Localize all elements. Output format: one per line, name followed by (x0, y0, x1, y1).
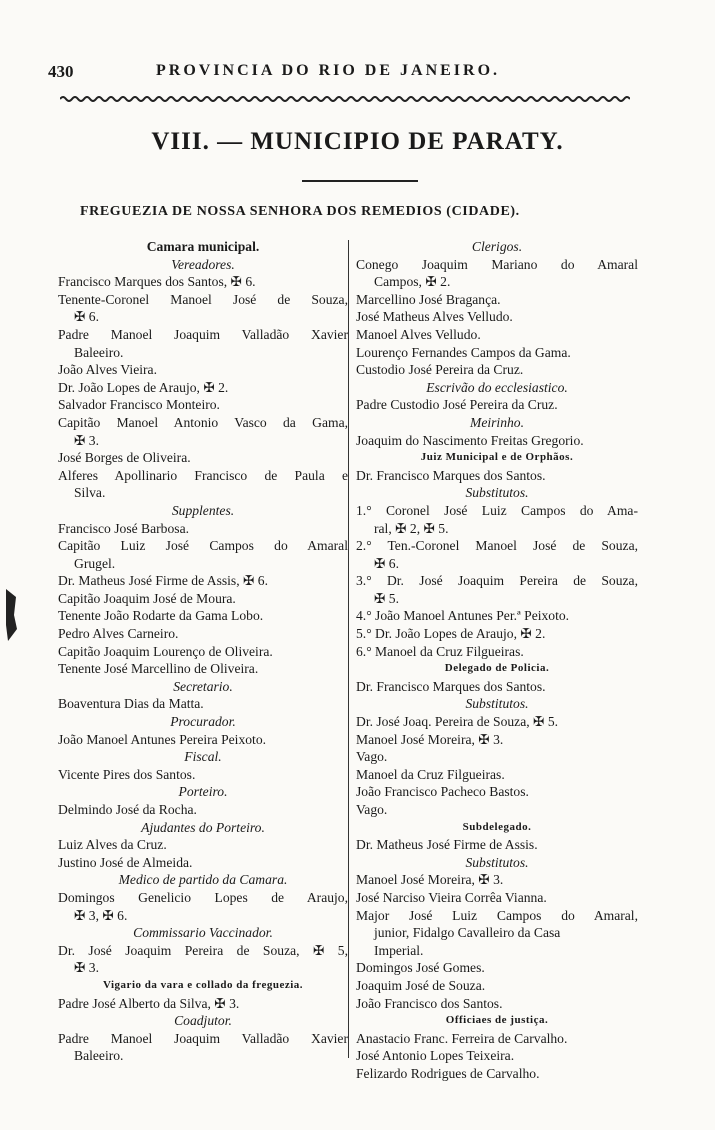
entry-line: Francisco José Barbosa. (58, 520, 189, 536)
ornamental-rule (60, 94, 630, 102)
entry-continuation: ✠ 3, ✠ 6. (74, 907, 128, 923)
entry-line: Anastacio Franc. Ferreira de Carvalho. (356, 1030, 568, 1046)
entry-line: Vago. (356, 802, 388, 817)
subheading-bold: Officiaes de justiça. (445, 1014, 549, 1027)
entry-line: 1.° Coronel José Luiz Campos do Ama- (356, 502, 638, 518)
entry-line: Marcellino José Bragança. (356, 291, 501, 307)
running-header (48, 58, 638, 88)
subheading: Procurador. (170, 714, 236, 730)
entry-line: Manoel da Cruz Filgueiras. (356, 766, 505, 782)
running-title: PROVINCIA DO RIO DE JANEIRO. (156, 62, 501, 79)
subheading: Medico de partido da Camara. (118, 872, 288, 888)
entry-line: Felizardo Rodrigues de Carvalho. (356, 1065, 540, 1081)
entry-continuation: Campos, ✠ 2. (374, 274, 451, 290)
entry-line: Dr. Francisco Marques dos Santos. (356, 678, 546, 694)
entry-line: Padre Manoel Joaquim Valladão Xavier (58, 1030, 348, 1046)
entry-line: Manoel José Moreira, ✠ 3. (356, 731, 504, 747)
subheading-bold: Subdelegado. (462, 820, 532, 833)
subheading: Escrivão do ecclesiastico. (426, 379, 568, 395)
entry-line: Dr. José Joaq. Pereira de Souza, ✠ 5. (356, 714, 559, 730)
entry-line: Boaventura Dias da Matta. (58, 696, 204, 712)
entry-continuation: ✠ 6. (74, 309, 99, 325)
subheading-bold: Vigario da vara e collado da freguezia. (102, 978, 304, 991)
entry-line: José Borges de Oliveira. (58, 450, 191, 466)
entry-line: Joaquim José de Souza. (356, 977, 486, 993)
entry-continuation: Grugel. (74, 555, 116, 571)
entry-line: Dr. João Lopes de Araujo, ✠ 2. (58, 379, 229, 395)
entry-line: Domingos Genelicio Lopes de Araujo, (58, 889, 348, 905)
entry-line: João Alves Vieira. (58, 362, 157, 378)
margin-marks (2, 585, 20, 647)
left-column (58, 238, 348, 1065)
entry-line: Dr. José Joaquim Pereira de Souza, ✠ 5, (58, 942, 348, 958)
entry-line: Capitão Manoel Antonio Vasco da Gama, (58, 414, 348, 430)
parish-title: FREGUEZIA DE NOSSA SENHORA DOS REMEDIOS (CIDADE). (80, 204, 520, 219)
entry-continuation: ✠ 6. (374, 555, 399, 571)
subheading: Substitutos. (465, 485, 529, 501)
entry-line: Capitão Joaquim Lourenço de Oliveira. (58, 643, 273, 659)
entry-line: Lourenço Fernandes Campos da Gama. (356, 344, 571, 360)
entry-continuation: ✠ 3. (74, 960, 99, 976)
entry-line: Manoel José Moreira, ✠ 3. (356, 872, 504, 888)
entry-line: José Antonio Lopes Teixeira. (356, 1048, 515, 1064)
chapter-title: VIII. — MUNICIPIO DE PARATY. (151, 128, 564, 155)
entry-line: Pedro Alves Carneiro. (58, 626, 179, 642)
subheading: Substitutos. (465, 854, 529, 870)
entry-line: 4.° João Manoel Antunes Per.ª Peixoto. (356, 608, 570, 624)
entry-continuation: ✠ 3. (74, 432, 99, 448)
entry-line: José Narciso Vieira Corrêa Vianna. (356, 889, 547, 905)
entry-line: José Matheus Alves Velludo. (356, 309, 513, 325)
entry-line: Justino José de Almeida. (58, 854, 193, 870)
entry-line: 2.° Ten.-Coronel Manoel José de Souza, (356, 538, 638, 554)
entry-line: Capitão Joaquim José de Moura. (58, 590, 236, 606)
entry-line: 6.° Manoel da Cruz Filgueiras. (356, 643, 524, 659)
entry-continuation: junior, Fidalgo Cavalleiro da Casa (374, 925, 561, 941)
entry-line: Padre Custodio José Pereira da Cruz. (356, 397, 558, 413)
right-column (356, 238, 638, 1083)
entry-line: Alferes Apollinario Francisco de Paula e (58, 467, 348, 483)
entry-line: 5.° Dr. João Lopes de Araujo, ✠ 2. (356, 626, 546, 642)
entry-line: Major José Luiz Campos do Amaral, (356, 907, 638, 923)
subheading: Clerigos. (471, 239, 523, 254)
entry-line: Padre José Alberto da Silva, ✠ 3. (58, 995, 240, 1011)
subheading: Porteiro. (178, 784, 228, 800)
entry-line: Vago. (356, 749, 388, 765)
title-rule (302, 180, 418, 182)
entry-line: Tenente João Rodarte da Gama Lobo. (58, 608, 264, 624)
column-divider (348, 240, 349, 1058)
entry-line: Tenente José Marcellino de Oliveira. (58, 661, 259, 677)
subheading: Fiscal. (184, 749, 222, 765)
entry-line: Conego Joaquim Mariano do Amaral (356, 256, 638, 272)
entry-line: Dr. Francisco Marques dos Santos. (356, 467, 546, 483)
subheading: Secretario. (173, 678, 233, 694)
entry-line: Dr. Matheus José Firme de Assis. (356, 837, 538, 853)
entry-continuation: ral, ✠ 2, ✠ 5. (374, 520, 449, 536)
subheading: Vereadores. (171, 256, 235, 272)
entry-line: Capitão Luiz José Campos do Amaral (58, 538, 348, 554)
section-heading: Camara municipal. (146, 239, 260, 254)
entry-continuation: Silva. (74, 485, 106, 501)
entry-line: João Francisco dos Santos. (356, 995, 503, 1011)
entry-line: Luiz Alves da Cruz. (58, 837, 167, 853)
subheading: Substitutos. (465, 696, 529, 712)
subheading-bold: Delegado de Policia. (444, 662, 550, 675)
entry-line: Padre Manoel Joaquim Valladão Xavier (58, 326, 348, 342)
entry-line: Tenente-Coronel Manoel José de Souza, (58, 291, 348, 307)
entry-line: Francisco Marques dos Santos, ✠ 6. (58, 274, 256, 290)
entry-continuation: Baleeiro. (74, 344, 124, 360)
entry-continuation: Imperial. (374, 942, 424, 958)
entry-line: Dr. Matheus José Firme de Assis, ✠ 6. (58, 573, 269, 589)
entry-line: Delmindo José da Rocha. (58, 802, 197, 817)
entry-line: 3.° Dr. José Joaquim Pereira de Souza, (356, 573, 638, 589)
entry-line: Joaquim do Nascimento Freitas Gregorio. (356, 432, 584, 448)
subheading: Supplentes. (171, 502, 235, 518)
entry-continuation: ✠ 5. (374, 590, 399, 606)
subheading: Coadjutor. (174, 1013, 232, 1029)
entry-line: Domingos José Gomes. (356, 960, 485, 976)
subheading-bold: Juiz Municipal e de Orphãos. (420, 451, 574, 464)
entry-line: Custodio José Pereira da Cruz. (356, 362, 524, 378)
entry-line: Vicente Pires dos Santos. (58, 766, 196, 782)
entry-line: João Manoel Antunes Pereira Peixoto. (58, 731, 267, 747)
entry-continuation: Baleeiro. (74, 1048, 124, 1064)
entry-line: Salvador Francisco Monteiro. (58, 397, 220, 413)
subheading: Commissario Vaccinador. (133, 925, 273, 941)
subheading: Ajudantes do Porteiro. (141, 819, 265, 835)
page-number: 430 (48, 62, 74, 81)
entry-line: João Francisco Pacheco Bastos. (356, 784, 529, 800)
entry-line: Manoel Alves Velludo. (356, 326, 481, 342)
subheading: Meirinho. (470, 414, 524, 430)
